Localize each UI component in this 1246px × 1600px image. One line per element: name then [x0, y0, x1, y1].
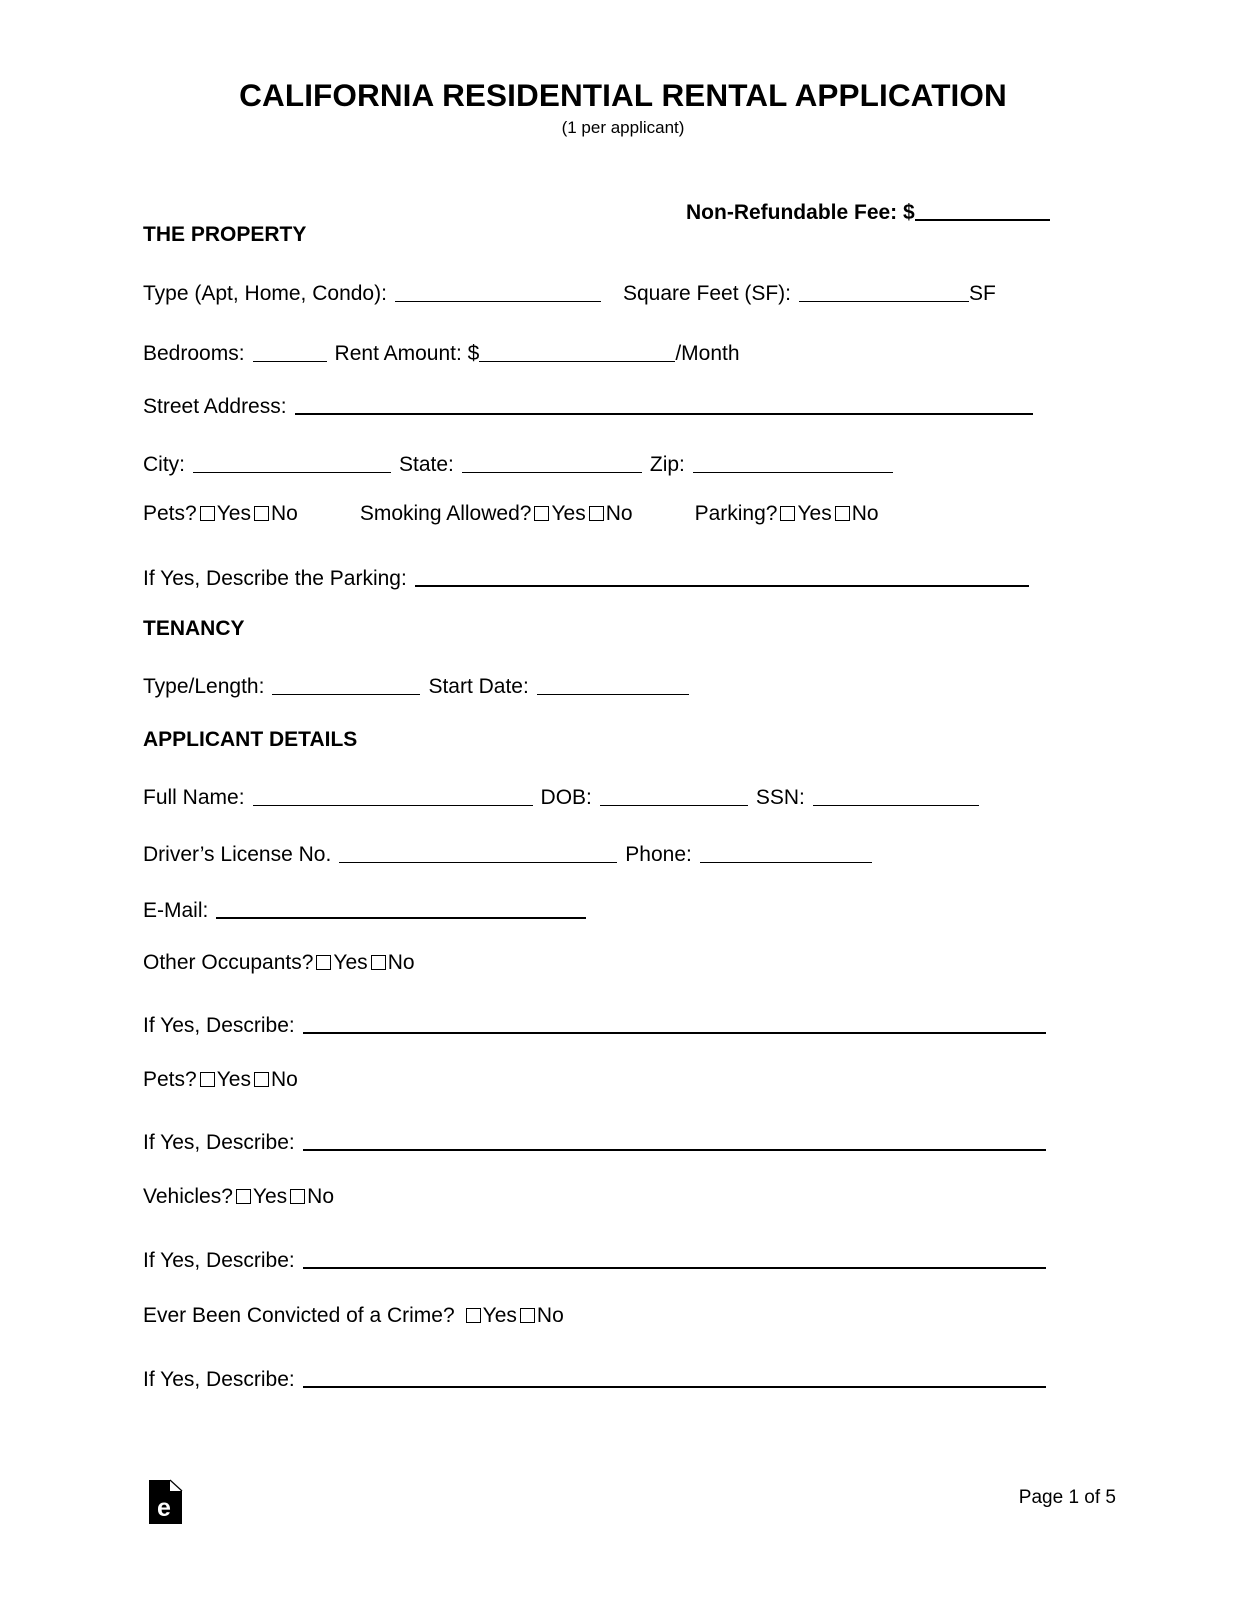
street-address-row — [143, 392, 1033, 417]
bedrooms-rent-row — [143, 340, 740, 364]
email-label: E-Mail: — [143, 899, 209, 922]
zip-input[interactable] — [693, 451, 893, 473]
crime-yes-checkbox[interactable] — [466, 1308, 481, 1323]
tenancy-start-date-input[interactable] — [537, 673, 689, 695]
city-input[interactable] — [193, 451, 391, 473]
applicant-pets-describe-row — [143, 1128, 1046, 1153]
applicant-pets-describe-input[interactable] — [303, 1128, 1046, 1151]
other-occupants-describe-label: If Yes, Describe: — [143, 1014, 295, 1037]
vehicles-no-checkbox[interactable] — [290, 1189, 305, 1204]
square-feet-input[interactable] — [799, 280, 969, 302]
bedrooms-input[interactable] — [253, 340, 327, 362]
parking-yes-checkbox[interactable] — [780, 506, 795, 521]
applicant-pets-row — [143, 1069, 298, 1090]
section-heading-tenancy: TENANCY — [143, 617, 245, 640]
smoking-yes-checkbox[interactable] — [534, 506, 549, 521]
phone-input[interactable] — [700, 841, 872, 863]
page-title: CALIFORNIA RESIDENTIAL RENTAL APPLICATION — [239, 77, 1007, 113]
email-row — [143, 896, 586, 921]
non-refundable-fee-label: Non-Refundable Fee: $ — [686, 201, 915, 224]
other-occupants-yes-checkbox[interactable] — [316, 955, 331, 970]
drivers-license-input[interactable] — [339, 841, 617, 863]
property-pets-label: Pets? — [143, 502, 197, 525]
other-occupants-no-label: No — [387, 951, 415, 974]
crime-describe-row — [143, 1365, 1046, 1390]
crime-no-checkbox[interactable] — [520, 1308, 535, 1323]
parking-describe-label: If Yes, Describe the Parking: — [143, 567, 407, 590]
crime-no-label: No — [536, 1304, 564, 1327]
crime-conviction-label: Ever Been Convicted of a Crime? — [143, 1304, 455, 1327]
property-type-input[interactable] — [395, 280, 601, 302]
crime-conviction-row — [143, 1305, 564, 1326]
full-name-label: Full Name: — [143, 786, 245, 809]
rent-amount-input[interactable] — [479, 340, 675, 362]
full-name-row — [143, 784, 979, 808]
smoking-allowed-label: Smoking Allowed? — [359, 502, 532, 525]
section-heading-property: THE PROPERTY — [143, 223, 307, 246]
crime-describe-label: If Yes, Describe: — [143, 1368, 295, 1391]
street-address-label: Street Address: — [143, 395, 287, 418]
other-occupants-label: Other Occupants? — [143, 951, 314, 974]
ssn-label: SSN: — [755, 786, 805, 809]
tenancy-type-length-input[interactable] — [272, 673, 420, 695]
property-toggles-row — [143, 503, 879, 524]
applicant-pets-yes-checkbox[interactable] — [200, 1072, 215, 1087]
state-input[interactable] — [462, 451, 642, 473]
other-occupants-yes-label: Yes — [333, 951, 368, 974]
parking-no-label: No — [851, 502, 879, 525]
applicant-pets-no-label: No — [270, 1068, 298, 1091]
property-pets-no-checkbox[interactable] — [254, 506, 269, 521]
tenancy-type-length-label: Type/Length: — [143, 675, 265, 698]
vehicles-label: Vehicles? — [143, 1185, 233, 1208]
drivers-license-phone-row — [143, 841, 872, 865]
eforms-logo-letter: e — [157, 1494, 171, 1522]
vehicles-describe-row — [143, 1246, 1046, 1271]
parking-no-checkbox[interactable] — [835, 506, 850, 521]
applicant-pets-yes-label: Yes — [216, 1068, 251, 1091]
state-label: State: — [399, 453, 454, 476]
dob-label: DOB: — [540, 786, 592, 809]
non-refundable-fee-row — [686, 198, 1050, 223]
tenancy-row — [143, 673, 689, 697]
other-occupants-no-checkbox[interactable] — [371, 955, 386, 970]
full-name-input[interactable] — [253, 784, 533, 806]
vehicles-describe-label: If Yes, Describe: — [143, 1249, 295, 1272]
page-subtitle: (1 per applicant) — [561, 118, 685, 137]
street-address-input[interactable] — [295, 392, 1033, 415]
rent-amount-suffix: /Month — [675, 342, 740, 365]
other-occupants-row — [143, 952, 415, 973]
vehicles-no-label: No — [307, 1185, 335, 1208]
tenancy-start-date-label: Start Date: — [428, 675, 529, 698]
parking-label: Parking? — [694, 502, 778, 525]
property-pets-no-label: No — [270, 502, 298, 525]
other-occupants-describe-row — [143, 1011, 1046, 1036]
other-occupants-describe-input[interactable] — [303, 1011, 1046, 1034]
ssn-input[interactable] — [813, 784, 979, 806]
applicant-pets-describe-label: If Yes, Describe: — [143, 1131, 295, 1154]
crime-yes-label: Yes — [482, 1304, 517, 1327]
city-label: City: — [143, 453, 185, 476]
applicant-pets-no-checkbox[interactable] — [254, 1072, 269, 1087]
square-feet-suffix: SF — [969, 282, 996, 305]
bedrooms-label: Bedrooms: — [143, 342, 245, 365]
section-heading-applicant: APPLICANT DETAILS — [143, 728, 358, 751]
property-pets-yes-label: Yes — [216, 502, 251, 525]
square-feet-label: Square Feet (SF): — [622, 282, 792, 305]
applicant-pets-label: Pets? — [143, 1068, 197, 1091]
drivers-license-label: Driver’s License No. — [143, 843, 332, 866]
property-type-label: Type (Apt, Home, Condo): — [143, 282, 387, 305]
vehicles-yes-label: Yes — [252, 1185, 288, 1208]
crime-describe-input[interactable] — [303, 1365, 1046, 1388]
non-refundable-fee-input[interactable] — [915, 198, 1050, 221]
eforms-logo-icon — [148, 1479, 183, 1525]
phone-label: Phone: — [625, 843, 692, 866]
smoking-no-checkbox[interactable] — [589, 506, 604, 521]
page-number: Page 1 of 5 — [1018, 1487, 1116, 1508]
vehicles-yes-checkbox[interactable] — [236, 1189, 251, 1204]
smoking-yes-label: Yes — [551, 502, 586, 525]
smoking-no-label: No — [605, 502, 633, 525]
rent-amount-label: Rent Amount: $ — [334, 342, 480, 365]
vehicles-describe-input[interactable] — [303, 1246, 1046, 1269]
vehicles-row — [143, 1186, 334, 1207]
property-pets-yes-checkbox[interactable] — [200, 506, 215, 521]
property-type-row — [143, 280, 996, 304]
city-state-zip-row — [143, 451, 893, 475]
parking-yes-label: Yes — [797, 502, 832, 525]
dob-input[interactable] — [600, 784, 748, 806]
parking-describe-row — [143, 564, 1029, 589]
email-input[interactable] — [216, 896, 586, 919]
parking-describe-input[interactable] — [415, 564, 1029, 587]
zip-label: Zip: — [649, 453, 685, 476]
